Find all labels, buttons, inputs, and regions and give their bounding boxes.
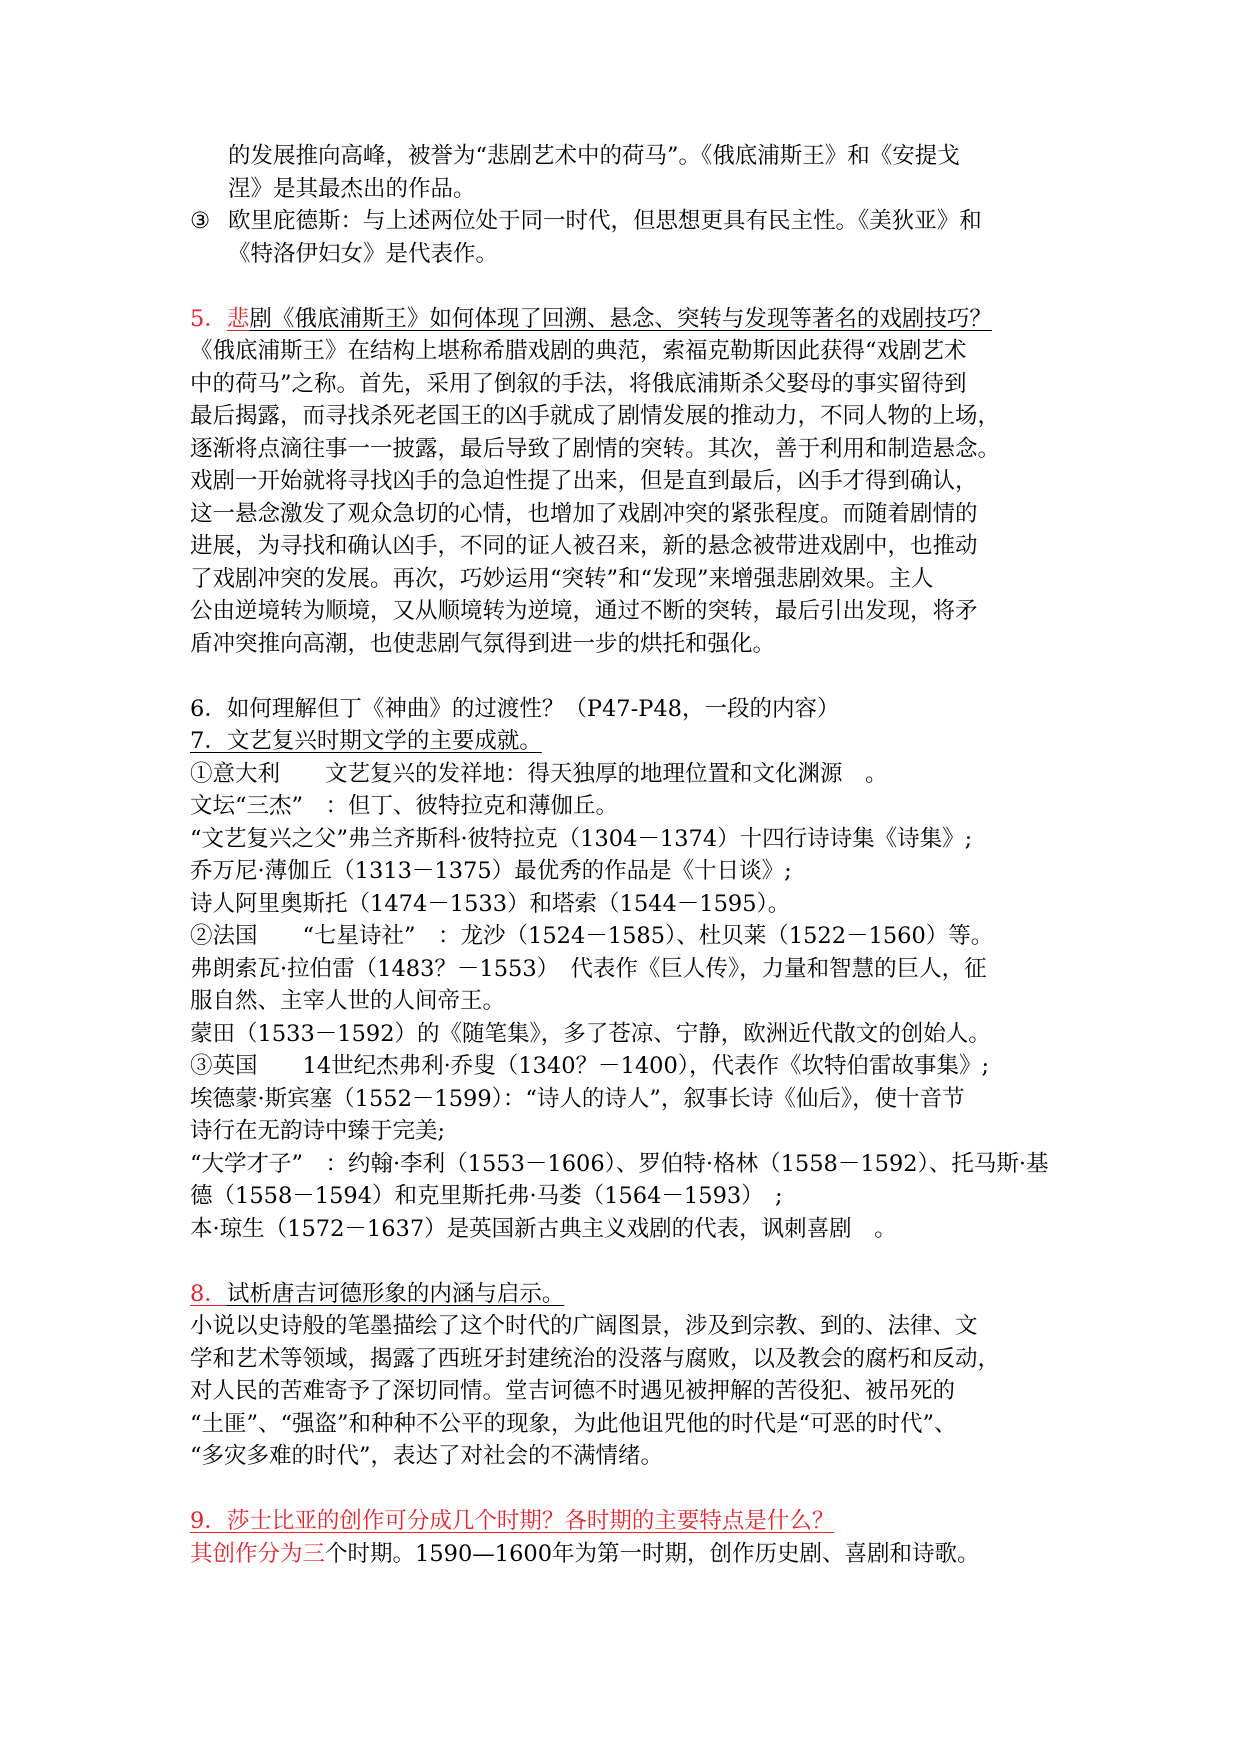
q8-body-line: 学和艺术等领域，揭露了西班牙封建统治的没落与腐败，以及教会的腐朽和反动， — [190, 1345, 1001, 1372]
q8-heading — [190, 1278, 1070, 1311]
spacer — [190, 1245, 1070, 1278]
euripides-line-2: 《特洛伊妇女》是代表作。 — [228, 240, 499, 267]
q9-body-rest: 个时期。1590—1600年为第一时期，创作历史剧、喜剧和诗歌。 — [325, 1540, 980, 1567]
q8-body-line: 对人民的苦难寄予了深切同情。堂吉诃德不时遇见被押解的苦役犯、被吊死的 — [190, 1378, 956, 1404]
q5-body-line: 了戏剧冲突的发展。再次，巧妙运用“突转”和“发现”来增强悲剧效果。主人 — [190, 565, 934, 592]
q7-body-line: 蒙田（1533－1592）的《随笔集》，多了苍凉、宁静，欧洲近代散文的创始人。 — [190, 1020, 991, 1047]
euripides-line-1 — [190, 205, 1070, 238]
spacer — [190, 660, 1070, 693]
q9-heading — [190, 1505, 1070, 1538]
q5-body-line: 最后揭露，而寻找杀死老国王的凶手就成了剧情发展的推动力，不同人物的上场， — [190, 403, 1001, 429]
q6-heading: 6．如何理解但丁《神曲》的过渡性？（P47-P48，一段的内容） — [190, 695, 840, 722]
q7-body-line: 诗行在无韵诗中臻于完美; — [190, 1118, 446, 1144]
q5-body-line: 盾冲突推向高潮，也使悲剧气氛得到进一步的烘托和强化。 — [190, 630, 776, 657]
document-page — [190, 140, 1070, 1570]
q7-body-line: “大学才子” ：约翰·李利（1553－1606）、罗伯特·格林（1558－1592）、托马斯·基 — [190, 1150, 1049, 1177]
q9-title: 9．莎士比亚的创作可分成几个时期？各时期的主要特点是什么？ — [190, 1508, 835, 1534]
q7-body-line: 德（1558－1594）和克里斯托弗·马娄（1564－1593） ; — [190, 1183, 783, 1209]
q8-body-line: “多灾多难的时代”，表达了对社会的不满情绪。 — [190, 1443, 664, 1469]
q7-body-line: “文艺复兴之父”弗兰齐斯科·彼特拉克（1304－1374）十四行诗诗集《诗集》; — [190, 825, 973, 852]
q7-heading — [190, 725, 1070, 758]
q5-body-line: 《俄底浦斯王》在结构上堪称希腊戏剧的典范，索福克勒斯因此获得“戏剧艺术 — [190, 338, 967, 364]
euripides-text-1: 欧里庇德斯：与上述两位处于同一时代，但思想更具有民主性。《美狄亚》和 — [228, 208, 982, 234]
q7-body-line: 乔万尼·薄伽丘（1313－1375）最优秀的作品是《十日谈》; — [190, 858, 792, 884]
q7-title: 7．文艺复兴时期文学的主要成就。 — [190, 728, 542, 754]
q7-body-line: 文坛“三杰” ：但丁、彼特拉克和薄伽丘。 — [190, 793, 619, 819]
sophocles-line-1: 的发展推向高峰，被誉为“悲剧艺术中的荷马”。《俄底浦斯王》和《安提戈 — [228, 143, 960, 169]
q5-body-line: 逐渐将点滴往事一一披露，最后导致了剧情的突转。其次，善于利用和制造悬念。 — [190, 435, 1001, 462]
q7-body-line: 埃德蒙·斯宾塞（1552－1599）：“诗人的诗人”，叙事长诗《仙后》，使十音节 — [190, 1085, 965, 1112]
q7-body-line: ①意大利 文艺复兴的发祥地：得天独厚的地理位置和文化渊源 。 — [190, 760, 888, 787]
spacer — [190, 1473, 1070, 1506]
q5-title: 剧《俄底浦斯王》如何体现了回溯、悬念、突转与发现等著名的戏剧技巧？ — [249, 305, 992, 332]
q8-title: 试析唐吉诃德形象的内涵与启示。 — [226, 1280, 565, 1307]
q7-body-line: ②法国 “七星诗社” ：龙沙（1524－1585）、杜贝莱（1522－1560）等。 — [190, 923, 994, 949]
q5-body-line: 中的荷马”之称。首先，采用了倒叙的手法，将俄底浦斯杀父娶母的事实留待到 — [190, 370, 967, 397]
q5-body-line: 这一悬念激发了观众急切的心情，也增加了戏剧冲突的紧张程度。而随着剧情的 — [190, 500, 978, 527]
q8-body-line: “土匪”、“强盗”和种种不公平的现象，为此他诅咒他的时代是“可恶的时代”、 — [190, 1410, 957, 1437]
q9-body-line — [190, 1538, 1070, 1571]
sophocles-line-2: 涅》是其最杰出的作品。 — [228, 175, 476, 202]
q5-heading — [190, 303, 1070, 336]
q9-body-red: 其创作分为三 — [190, 1540, 326, 1567]
q7-body-line: 本·琼生（1572－1637）是英国新古典主义戏剧的代表，讽刺喜剧 。 — [190, 1215, 897, 1242]
q8-body-line: 小说以史诗般的笔墨描绘了这个时代的广阔图景，涉及到宗教、到的、法律、文 — [190, 1313, 978, 1339]
q7-body-line: ③英国 14世纪杰弗利·乔叟（1340？－1400），代表作《坎特伯雷故事集》; — [190, 1053, 990, 1079]
q7-body-line: 诗人阿里奥斯托（1474－1533）和塔索（1544－1595）。 — [190, 890, 791, 917]
q7-body-line: 服自然、主宰人世的人间帝王。 — [190, 988, 506, 1014]
q7-body-line: 弗朗索瓦·拉伯雷（1483？－1553） 代表作《巨人传》，力量和智慧的巨人，征 — [190, 955, 987, 982]
list-marker: ③ — [190, 208, 211, 234]
q5-body-line: 进展，为寻找和确认凶手，不同的证人被召来，新的悬念被带进戏剧中，也推动 — [190, 533, 978, 559]
q5-body-line: 公由逆境转为顺境，又从顺境转为逆境，通过不断的突转，最后引出发现，将矛 — [190, 598, 978, 624]
q5-number: 5． — [190, 305, 227, 332]
spacer — [190, 270, 1070, 303]
q5-body-line: 戏剧一开始就将寻找凶手的急迫性提了出来，但是直到最后，凶手才得到确认， — [190, 468, 978, 494]
q5-red-char: 悲 — [226, 305, 250, 332]
q8-number: 8． — [190, 1280, 227, 1307]
